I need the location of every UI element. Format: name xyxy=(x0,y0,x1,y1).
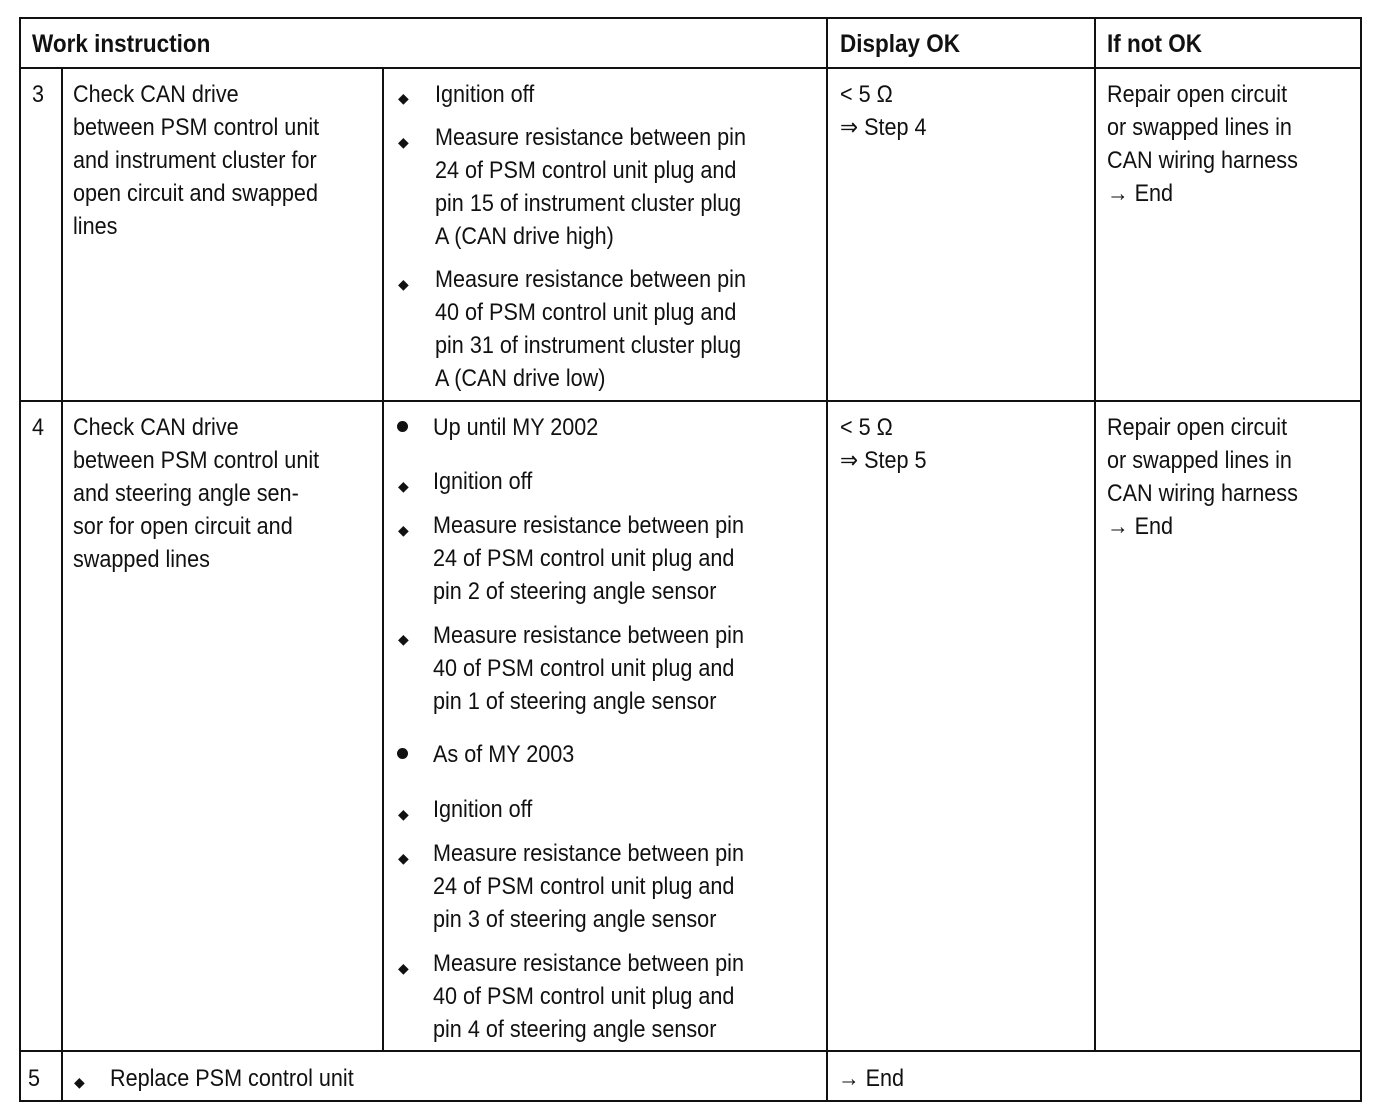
table-left-border xyxy=(19,17,21,1102)
action-item: Measure resistance between pin 40 of PSM control unit plug and pin 31 of instrument cluster plug A (CAN drive low) xyxy=(435,266,746,392)
step-number: 5 xyxy=(28,1065,41,1092)
action-item: Replace PSM control unit xyxy=(110,1065,354,1092)
diamond-bullet-icon: ◆ xyxy=(74,1074,85,1090)
diamond-bullet-icon: ◆ xyxy=(398,134,409,150)
description-column-divider xyxy=(382,67,384,1052)
diamond-bullet-icon: ◆ xyxy=(398,478,409,494)
if-not-ok-value: Repair open circuit or swapped lines in CAN wiring harness → End xyxy=(1107,81,1298,207)
table-bottom-border xyxy=(19,1100,1362,1102)
round-bullet-icon xyxy=(397,748,408,759)
step-description: Check CAN drive between PSM control unit and instrument cluster for open circuit and swapped lines xyxy=(73,81,320,240)
action-item: Measure resistance between pin 24 of PSM control unit plug and pin 15 of instrument cluster plug A (CAN drive high) xyxy=(435,124,746,250)
diamond-bullet-icon: ◆ xyxy=(398,522,409,538)
row3-bottom-border xyxy=(19,400,1362,402)
display-column-divider xyxy=(826,17,828,1102)
diamond-bullet-icon: ◆ xyxy=(398,276,409,292)
step-description: Check CAN drive between PSM control unit and steering angle sen- sor for open circuit and swapped lines xyxy=(73,414,320,573)
diamond-bullet-icon: ◆ xyxy=(398,806,409,822)
model-year-heading: As of MY 2003 xyxy=(433,741,575,768)
header-work-instruction: Work instruction xyxy=(32,30,211,58)
if-not-ok-value: Repair open circuit or swapped lines in CAN wiring harness → End xyxy=(1107,414,1298,540)
diamond-bullet-icon: ◆ xyxy=(398,90,409,106)
diamond-bullet-icon: ◆ xyxy=(398,960,409,976)
round-bullet-icon xyxy=(397,421,408,432)
table-right-border xyxy=(1360,17,1362,1102)
table-top-border xyxy=(19,17,1362,19)
action-item: Ignition off xyxy=(433,468,533,495)
action-item: Measure resistance between pin 24 of PSM control unit plug and pin 2 of steering angle sensor xyxy=(433,512,744,605)
display-ok-value: → End xyxy=(838,1065,905,1092)
action-item: Ignition off xyxy=(433,796,533,823)
step-number: 4 xyxy=(32,414,45,441)
step-number: 3 xyxy=(32,81,45,108)
model-year-heading: Up until MY 2002 xyxy=(433,414,599,441)
action-item: Measure resistance between pin 24 of PSM control unit plug and pin 3 of steering angle sensor xyxy=(433,840,744,933)
header-if-not-ok: If not OK xyxy=(1107,30,1202,58)
action-item: Measure resistance between pin 40 of PSM control unit plug and pin 1 of steering angle sensor xyxy=(433,622,744,715)
action-item: Ignition off xyxy=(435,81,535,108)
display-ok-value: < 5 Ω ⇒ Step 5 xyxy=(840,414,927,474)
header-bottom-border xyxy=(19,67,1362,69)
diamond-bullet-icon: ◆ xyxy=(398,850,409,866)
row4-bottom-border xyxy=(19,1050,1362,1052)
step-column-divider xyxy=(61,67,63,1102)
ifnot-column-divider xyxy=(1094,17,1096,1052)
action-item: Measure resistance between pin 40 of PSM control unit plug and pin 4 of steering angle sensor xyxy=(433,950,744,1043)
diamond-bullet-icon: ◆ xyxy=(398,631,409,647)
header-display-ok: Display OK xyxy=(840,30,961,58)
display-ok-value: < 5 Ω ⇒ Step 4 xyxy=(840,81,927,141)
